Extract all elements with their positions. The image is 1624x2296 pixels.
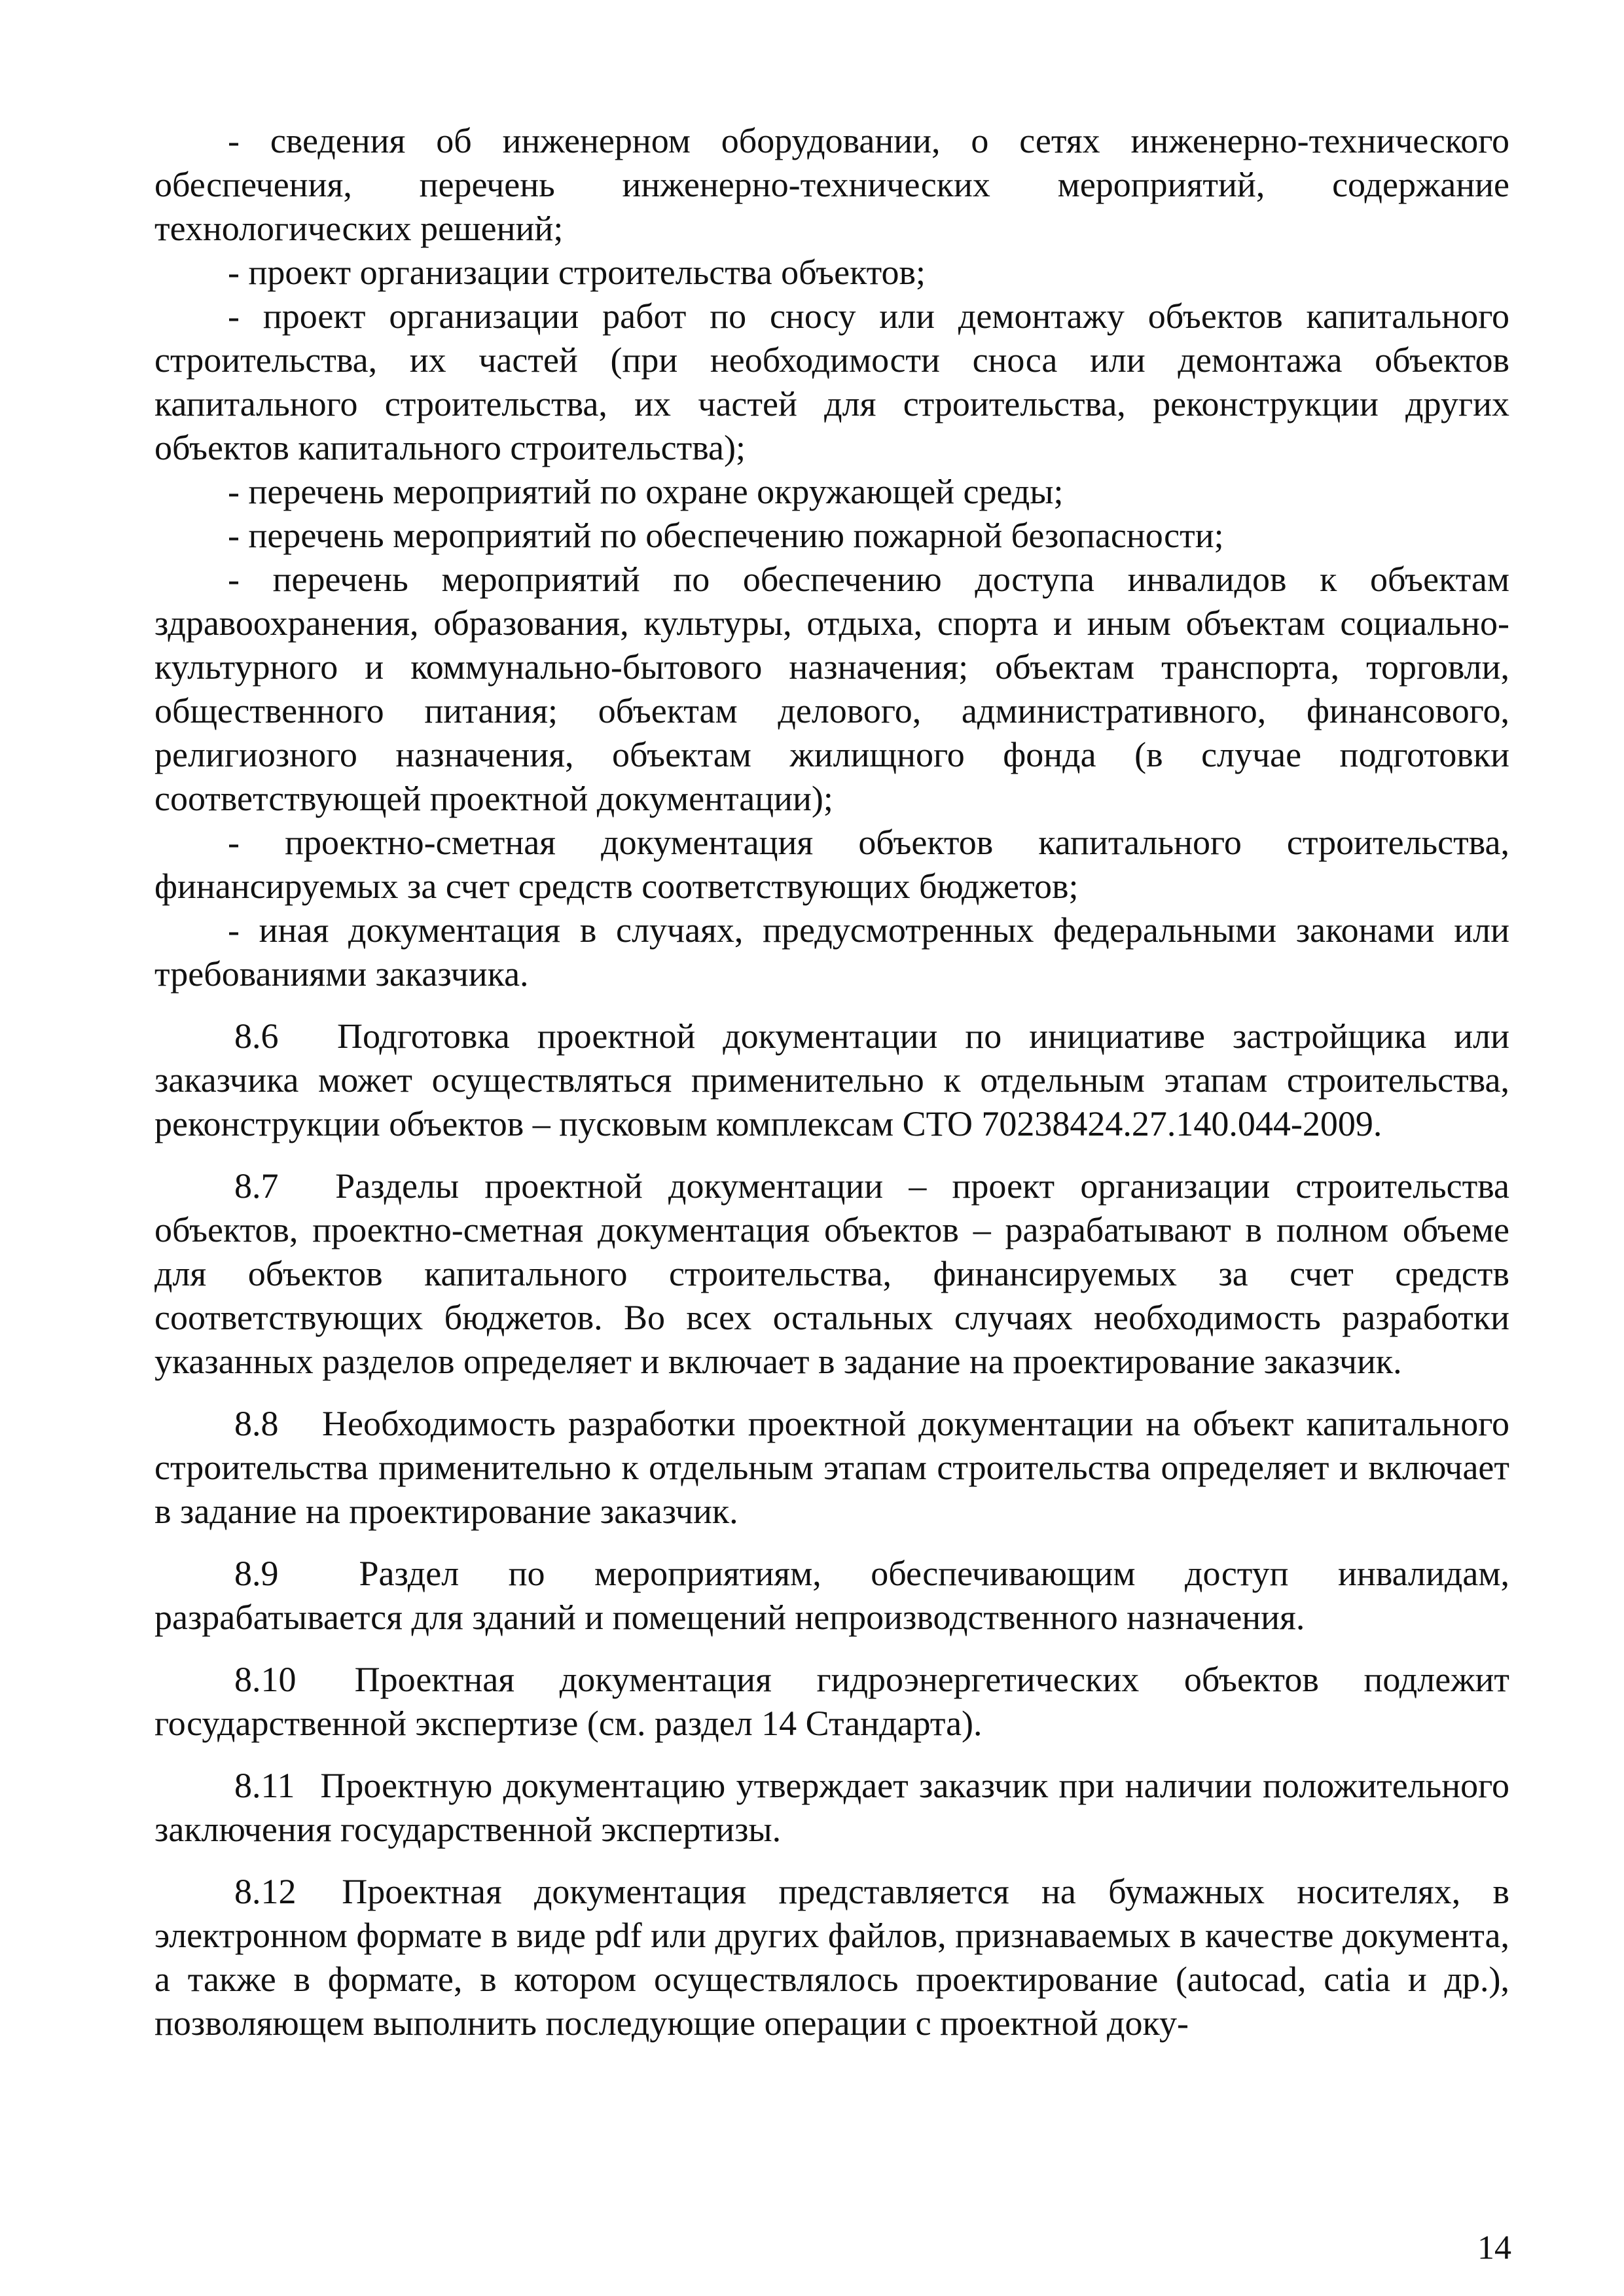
clause-8-12 [154,1870,1509,2045]
document-page [154,119,1509,2045]
clause-8-9 [154,1552,1509,1640]
clause-number: 8.7 [234,1166,279,1206]
clause-number: 8.11 [234,1766,295,1805]
clause-text: Разделы проектной документации – проект организации строительства объектов, проектно-сметная документация объектов – разрабатывают в полном объеме для объектов капитального строительства, финансируемых за счет средств соответствующих бюджетов. Во всех остальных случаях необходимость разработки указанных разделов определяет и включает в задание на проектирование заказчик. [154,1166,1509,1381]
clause-number: 8.9 [234,1554,279,1593]
clause-8-8 [154,1402,1509,1534]
clause-text: Подготовка проектной документации по инициативе застройщика или заказчика может осуществляться применительно к отдельным этапам строительства, реконструкции объектов – пусковым комплексам СТО 70238424.27.140.044-2009. [154,1016,1509,1143]
list-item: - проектно-сметная документация объектов капитального строительства, финансируемых за счет средств соответствующих бюджетов; [154,823,1509,906]
list-item: - иная документация в случаях, предусмотренных федеральными законами или требованиями заказчика. [154,910,1509,994]
clause-text: Раздел по мероприятиям, обеспечивающим доступ инвалидам, разрабатывается для зданий и помещений непроизводственного назначения. [154,1554,1510,1637]
clause-8-7 [154,1164,1509,1384]
clause-number: 8.8 [234,1404,279,1443]
list-item: - перечень мероприятий по охране окружающей среды; [228,472,1064,511]
list-item: - перечень мероприятий по обеспечению пожарной безопасности; [228,516,1224,555]
page-number: 14 [1477,2229,1511,2267]
list-item: - сведения об инженерном оборудовании, о сетях инженерно-технического обеспечения, перечень инженерно-технических мероприятий, содержание технологических решений; [154,121,1509,248]
requirements-list [154,119,1509,996]
list-item: - проект организации строительства объектов; [228,253,926,292]
clause-number: 8.12 [234,1872,297,1911]
clause-number: 8.6 [234,1016,279,1056]
clause-text: Проектную документацию утверждает заказчик при наличии положительного заключения государственной экспертизы. [154,1766,1509,1849]
clause-text: Проектная документация представляется на бумажных носителях, в электронном формате в виде pdf или других файлов, признаваемых в качестве документа, а также в формате, в котором осуществлялось проектирование (autocad, catia и др.), позволяющем выполнить последующие операции с проектной доку- [154,1872,1510,2043]
clause-8-11 [154,1764,1509,1852]
list-item: - проект организации работ по сносу или демонтажу объектов капитального строительства, их частей (при необходимости сноса или демонтажа объектов капитального строительства, их частей для строительства, реконструкции других объектов капитального строительства); [154,296,1509,467]
clause-number: 8.10 [234,1660,297,1699]
clause-text: Необходимость разработки проектной документации на объект капитального строительства применительно к отдельным этапам строительства определяет и включает в задание на проектирование заказчик. [154,1404,1509,1531]
clause-8-10 [154,1658,1509,1746]
clause-text: Проектная документация гидроэнергетических объектов подлежит государственной экспертизе (см. раздел 14 Стандарта). [154,1660,1510,1743]
list-item: - перечень мероприятий по обеспечению доступа инвалидов к объектам здравоохранения, образования, культуры, отдыха, спорта и иным объектам социально-культурного и коммунально-бытового назначения; объектам транспорта, торговли, общественного питания; объектам делового, административного, финансового, религиозного назначения, объектам жилищного фонда (в случае подготовки соответствующей проектной документации); [154,560,1509,818]
clause-8-6 [154,1014,1509,1146]
